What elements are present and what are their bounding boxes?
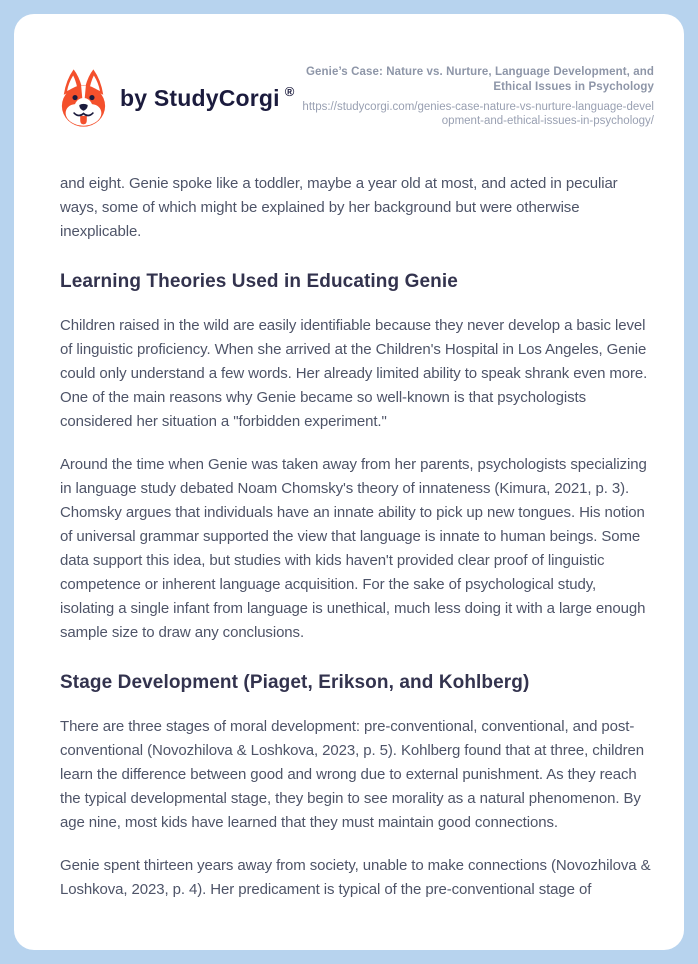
document-header [60, 64, 654, 130]
section-heading-stage-development: Stage Development (Piaget, Erikson, and Kohlberg) [60, 672, 530, 693]
paragraph-moral-development: There are three stages of moral development: pre-conventional, conventional, and post-conventional (Novozhilova & Loshkova, 2023, p. 5). Kohlberg found that at three, children learn the difference between good and wrong due to external punishment. As they reach the typical developmental stage, they begin to see morality as a natural phenomenon. By age nine, most kids have learned that they must maintain good connections. [60, 718, 644, 831]
studycorgi-logo [60, 64, 295, 130]
paragraph-genie-preconventional: Genie spent thirteen years away from society, unable to make connections (Novozhilova & Loshkova, 2023, p. 4). Her predicament is typical of the pre-conventional stage of [60, 857, 651, 898]
document-meta [298, 64, 654, 128]
paragraph-feral-children: Children raised in the wild are easily identifiable because they never develop a basic level of linguistic proficiency. When she arrived at the Children's Hospital in Los Angeles, Genie could only understand a few words. Her already limited ability to speak shrank even more. One of the main reasons why Genie became so well-known is that psychologists considered her situation a "forbidden experiment." [60, 317, 648, 430]
registered-trademark-mark: ® [284, 84, 295, 99]
paragraph-intro-fragment: and eight. Genie spoke like a toddler, maybe a year old at most, and acted in peculiar ways, some of which might be explained by her background but were otherwise inexplicable. [60, 175, 618, 240]
page-title: Genie’s Case: Nature vs. Nurture, Language Development, and Ethical Issues in Psychology [305, 66, 654, 93]
section-heading-learning-theories: Learning Theories Used in Educating Genie [60, 271, 458, 292]
document-card [14, 14, 684, 950]
brand-name-text: by StudyCorgi [120, 85, 280, 111]
document-body [60, 172, 654, 902]
corgi-face-icon [60, 66, 107, 130]
paragraph-chomsky-innateness: Around the time when Genie was taken away from her parents, psychologists specializing in language study debated Noam Chomsky's theory of innateness (Kimura, 2021, p. 3). Chomsky argues that individuals have an innate ability to pick up new tongues. His notion of universal grammar supported the view that language is innate to human beings. Some data support this idea, but studies with kids haven't provided clear proof of linguistic competence or inherent language acquisition. For the sake of psychological study, isolating a single infant from language is unethical, much less doing it with a large enough sample size to draw any conclusions. [60, 456, 647, 641]
document-url-link[interactable]: https://studycorgi.com/genies-case-nature-vs-nurture-language-development-and-ethical-issues-in-psychology/ [302, 101, 654, 127]
brand-name [120, 84, 295, 112]
